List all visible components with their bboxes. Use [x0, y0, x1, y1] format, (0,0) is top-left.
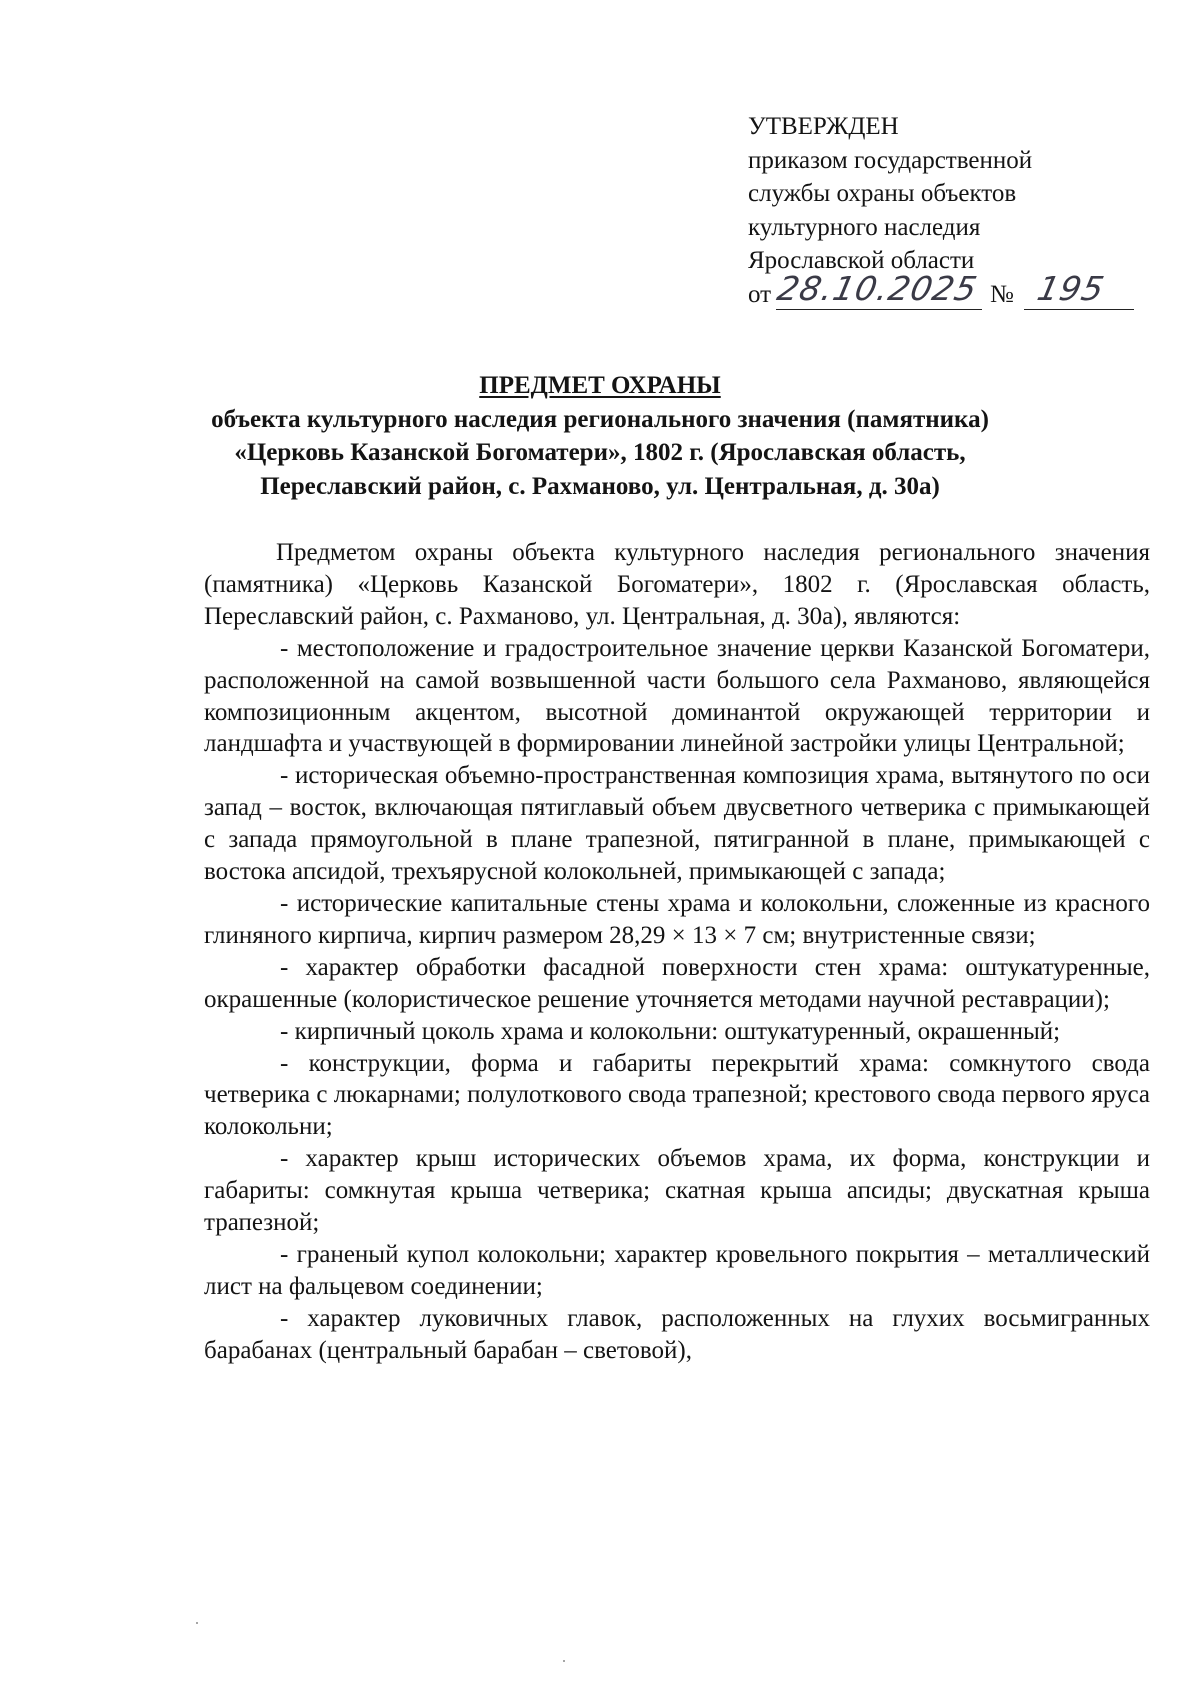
date-prefix: от [748, 280, 772, 308]
intro-paragraph: Предметом охраны объекта культурного наследия регионального значения (памятника) «Церковь Казанской Богоматери», 1802 г. (Ярославская область, Переславский район, с. Рахманово, ул. Центральная, д. 30а), являются: [204, 539, 1150, 630]
approval-line: приказом государственной [748, 146, 1033, 174]
scan-speck [196, 1622, 198, 1624]
approval-block [748, 110, 1148, 318]
list-item: - характер луковичных главок, расположенных на глухих восьмигранных барабанах (центральный барабан – световой), [204, 1304, 1150, 1364]
document-title-block [0, 369, 1200, 503]
date-blank-line [776, 309, 982, 310]
list-item: - историческая объемно-пространственная композиция храма, вытянутого по оси запад – восток, включающая пятиглавый объем двусветного четверика с примыкающей с запада прямоугольной в плане трапезной, пятигранной в плане, примыкающей с востока апсидой, трехъярусной колокольней, примыкающей с запада; [204, 762, 1150, 886]
approval-line: Ярославской области [748, 247, 975, 274]
approval-line: культурного наследия [748, 213, 981, 241]
list-item: - характер обработки фасадной поверхности стен храма: оштукатуренные, окрашенные (колористическое решение уточняется методами научной реставрации); [204, 953, 1150, 1013]
order-date-number-row [748, 268, 1148, 318]
list-item: - кирпичный цоколь храма и колокольни: оштукатуренный, окрашенный; [280, 1017, 1061, 1045]
list-item: - местоположение и градостроительное значение церкви Казанской Богоматери, расположенной на самой возвышенной части большого села Рахманово, являющейся композиционным акцентом, высотной доминантой окружающей территории и ландшафта и участвующей в формировании линейной застройки улицы Центральной; [204, 634, 1150, 758]
list-item: - конструкции, форма и габариты перекрытий храма: сомкнутого свода четверика с люкарнами; полулоткового свода трапезной; крестового свода первого яруса колокольни; [204, 1049, 1150, 1141]
list-item: - граненый купол колокольни; характер кровельного покрытия – металлический лист на фальцевом соединении; [204, 1240, 1150, 1300]
scan-speck [563, 1660, 565, 1662]
document-subtitle-line: «Церковь Казанской Богоматери», 1802 г. (Ярославская область, [234, 439, 966, 466]
approval-line: службы охраны объектов [748, 180, 1017, 207]
document-subtitle-line: объекта культурного наследия регионального значения (памятника) [211, 405, 989, 433]
list-item: - исторические капитальные стены храма и колокольни, сложенные из красного глиняного кирпича, кирпич размером 28,29 × 13 × 7 см; внутристенные связи; [204, 889, 1150, 949]
number-blank-line [1024, 309, 1134, 310]
document-body [204, 537, 1150, 1367]
approval-heading: УТВЕРЖДЕН [748, 113, 899, 140]
handwritten-date: 28.10.2025 [773, 268, 982, 308]
list-item: - характер крыш исторических объемов храма, их форма, конструкции и габариты: сомкнутая крыша четверика; скатная крыша апсиды; двускатная крыша трапезной; [204, 1145, 1150, 1237]
document-subtitle-line: Переславский район, с. Рахманово, ул. Центральная, д. 30а) [260, 472, 940, 500]
document-title: ПРЕДМЕТ ОХРАНЫ [479, 372, 721, 399]
handwritten-number: 195 [1033, 268, 1109, 308]
number-prefix: № [990, 280, 1014, 308]
